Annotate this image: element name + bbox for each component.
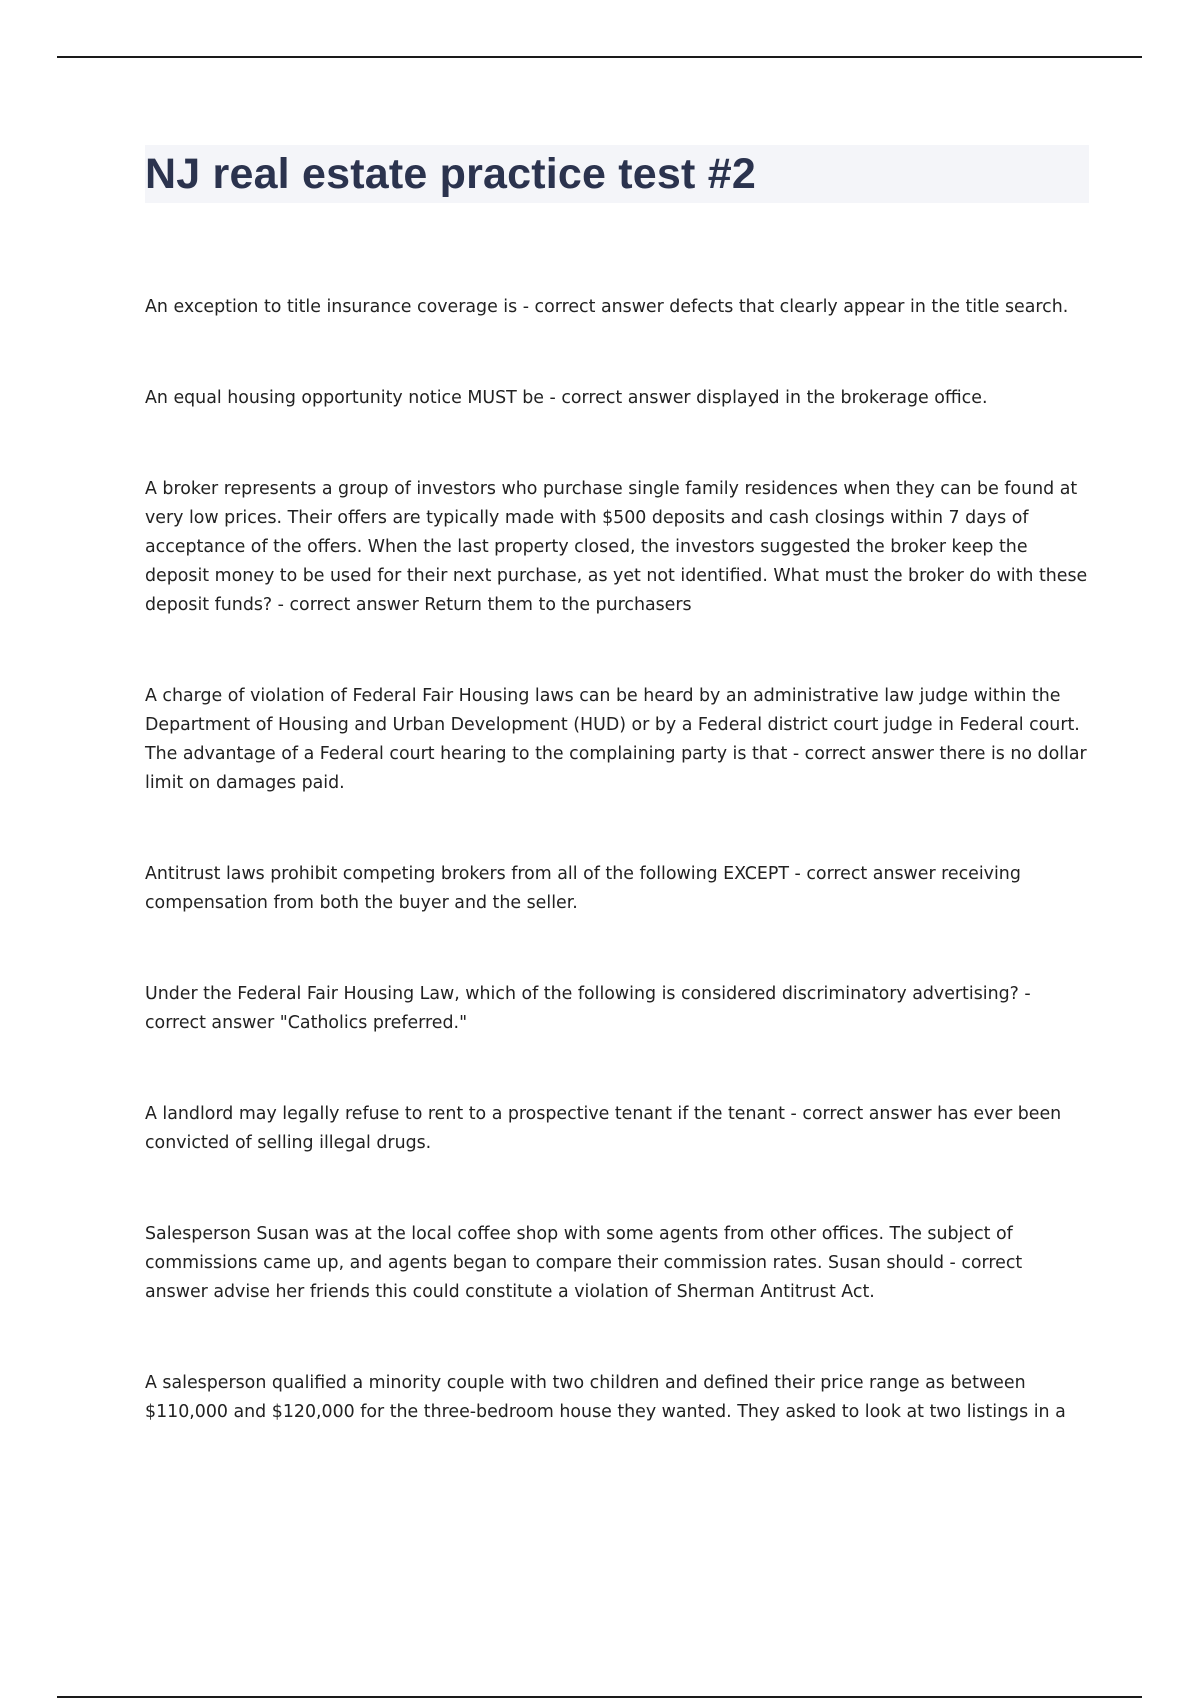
answer-text: Return them to the purchasers xyxy=(424,595,692,615)
answer-separator: - correct answer xyxy=(789,864,942,884)
qa-list xyxy=(145,293,1089,1427)
qa-item xyxy=(145,980,1089,1038)
header-rule xyxy=(57,56,1142,58)
answer-text: advise her friends this could constitute a violation of Sherman Antitrust Act. xyxy=(213,1282,875,1302)
answer-text: there is no dollar limit on damages paid. xyxy=(145,744,1087,793)
answer-separator: - correct answer xyxy=(145,984,1031,1033)
question-text: A salesperson qualified a minority couple with two children and defined their price range as between $110,000 and $120,000 for the three-bedroom house they wanted. They asked to look at two listings in a xyxy=(145,1373,1066,1422)
answer-separator: - correct answer xyxy=(785,1104,938,1124)
qa-item xyxy=(145,1100,1089,1158)
answer-text: defects that clearly appear in the title search. xyxy=(669,297,1069,317)
title-band xyxy=(145,145,1089,203)
question-text: Under the Federal Fair Housing Law, which of the following is considered discriminatory advertising? xyxy=(145,984,1019,1004)
question-text: A charge of violation of Federal Fair Housing laws can be heard by an administrative law judge within the Department of Housing and Urban Development (HUD) or by a Federal district court judge in Federal court. The advantage of a Federal court hearing to the complaining party is that xyxy=(145,686,1080,764)
answer-separator: - correct answer xyxy=(544,388,697,408)
qa-item xyxy=(145,475,1089,620)
question-text: A broker represents a group of investors who purchase single family residences when they can be found at very low prices. Their offers are typically made with $500 deposits and cash closings within 7 days of acceptance of the offers. When the last property closed, the investors suggested the broker keep the deposit money to be used for their next purchase, as yet not identified. What must the broker do with these deposit funds? xyxy=(145,479,1088,615)
qa-item xyxy=(145,384,1089,413)
question-text: An exception to title insurance coverage is xyxy=(145,297,518,317)
answer-text: displayed in the brokerage office. xyxy=(696,388,988,408)
answer-text: receiving compensation from both the buyer and the seller. xyxy=(145,864,1021,913)
question-text: Salesperson Susan was at the local coffee shop with some agents from other offices. The subject of commissions came up, and agents began to compare their commission rates. Susan should xyxy=(145,1224,1013,1273)
qa-item xyxy=(145,1220,1089,1307)
document-body xyxy=(145,145,1089,1489)
qa-item xyxy=(145,860,1089,918)
answer-separator: - correct answer xyxy=(272,595,425,615)
answer-separator: - correct answer xyxy=(787,744,940,764)
qa-item xyxy=(145,1369,1089,1427)
answer-text: has ever been convicted of selling illegal drugs. xyxy=(145,1104,1062,1153)
answer-text: "Catholics preferred." xyxy=(279,1013,468,1033)
answer-separator: - correct answer xyxy=(145,1253,1023,1302)
answer-separator: - correct answer xyxy=(517,297,670,317)
question-text: Antitrust laws prohibit competing brokers from all of the following EXCEPT xyxy=(145,864,790,884)
question-text: An equal housing opportunity notice MUST be xyxy=(145,388,544,408)
footer-rule xyxy=(57,1696,1142,1698)
qa-item xyxy=(145,293,1089,322)
question-text: A landlord may legally refuse to rent to a prospective tenant if the tenant xyxy=(145,1104,786,1124)
qa-item xyxy=(145,682,1089,798)
document-title: NJ real estate practice test #2 xyxy=(145,149,756,198)
